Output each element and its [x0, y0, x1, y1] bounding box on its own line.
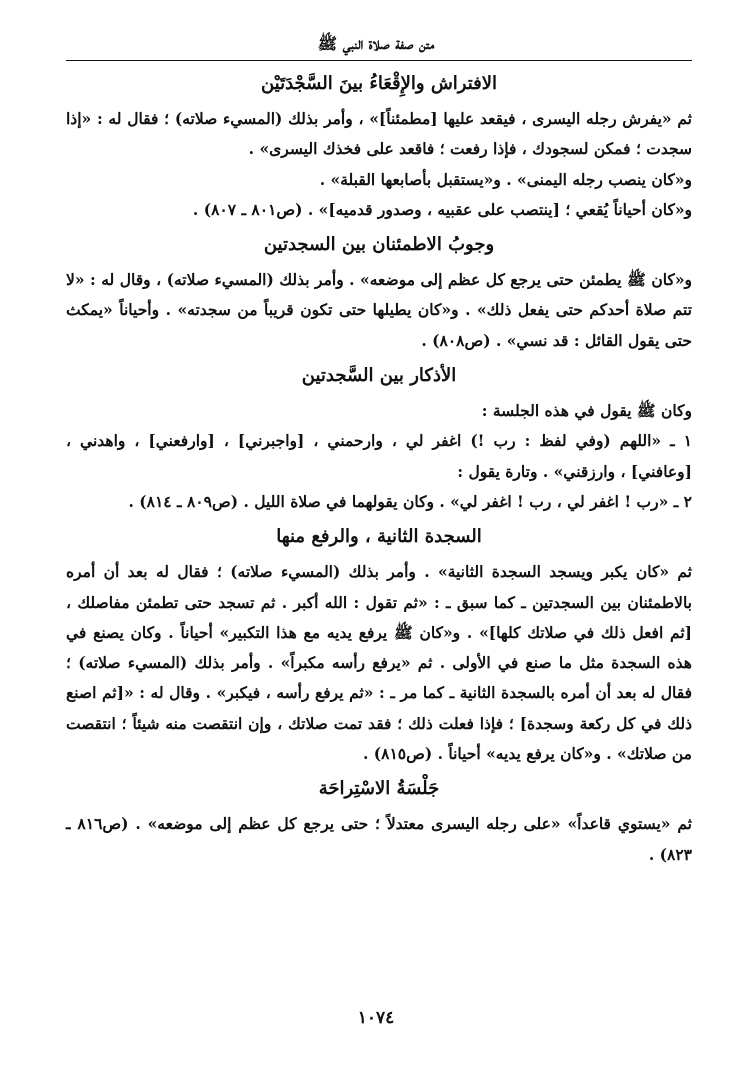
- paragraph: ثم «يستوي قاعداً» «على رجله اليسرى معتدلاً ؛ حتى يرجع كل عظم إلى موضعه» . (ص٨١٦ ـ ٨٢٣) .: [66, 814, 692, 864]
- paragraph: و«كان أحياناً يُقعي ؛ [ينتصب على عقبيه ، وصدور قدميه]» . (ص٨٠١ ـ ٨٠٧) .: [192, 199, 692, 219]
- header-rule: [66, 60, 692, 61]
- page-content: [66, 64, 692, 870]
- section-jalsat-istiraha: [66, 769, 692, 870]
- paragraph: وكان ﷺ يقول في هذه الجلسة :: [481, 401, 692, 421]
- section-heading: السجدة الثانية ، والرفع منها: [276, 526, 482, 548]
- paragraph: و«كان ينصب رجله اليمنى» . و«يستقبل بأصابعها القبلة» .: [319, 169, 692, 189]
- section-heading: وجوبُ الاطمئنان بين السجدتين: [263, 234, 495, 256]
- section-iftirash: [66, 64, 692, 225]
- running-head: متن صفة صلاة النبي ﷺ: [317, 34, 435, 53]
- page-number: ١٠٧٤: [357, 1008, 395, 1028]
- section-second-prostration: [66, 517, 692, 769]
- paragraph: ثم «يفرش رجله اليسرى ، فيقعد عليها [مطمئناً]» ، وأمر بذلك (المسيء صلاته) ؛ فقال له : «إذا سجدت ؛ فمكن لسجودك ، فإذا رفعت ؛ فاقعد على فخذك اليسرى» .: [66, 109, 692, 159]
- section-heading: الافتراش والإِقْعَاءُ بينَ السَّجْدَتَيْن: [260, 73, 498, 94]
- paragraph: ٢ ـ «رب ! اغفر لي ، رب ! اغفر لي» . وكان يقولهما في صلاة الليل . (ص٨٠٩ ـ ٨١٤) .: [128, 491, 692, 511]
- section-adhkar: [66, 356, 692, 517]
- paragraph: ١ ـ «اللهم (وفي لفظ : رب !) اغفر لي ، وارحمني ، [واجبرني] ، [وارفعني] ، واهدني ، [وعافني] ، وارزقني» . وتارة يقول :: [66, 431, 692, 481]
- paragraph: ثم «كان يكبر ويسجد السجدة الثانية» . وأمر بذلك (المسيء صلاته) ؛ فقال له بعد أن أمره بالاطمئنان بين السجدتين ـ كما سبق ـ : «ثم تقول : الله أكبر . ثم تسجد حتى تطمئن مفاصلك ، [ثم افعل ذلك في صلاتك كلها]» . و«كان ﷺ يرفع يديه مع هذا التكبير» أحياناً . وكان يصنع في هذه السجدة مثل ما صنع في الأولى . ثم «يرفع رأسه مكبراً» . وأمر بذلك (المسيء صلاته) ؛ فقال له بعد أن أمره بالسجدة الثانية ـ كما مر ـ : «ثم يرفع رأسه ، فيكبر» . وقال له : «[ثم اصنع ذلك في كل ركعة وسجدة] ؛ فإذا فعلت ذلك ؛ فقد تمت صلاتك ، وإن انتقصت منه شيئاً ؛ انتقصت من صلاتك» . و«كان يرفع يديه» أحياناً . (ص٨١٥) .: [66, 562, 692, 764]
- paragraph: و«كان ﷺ يطمئن حتى يرجع كل عظم إلى موضعه» . وأمر بذلك (المسيء صلاته) ، وقال له : «لا تتم صلاة أحدكم حتى يفعل ذلك» . و«كان يطيلها حتى تكون قريباً من سجدته» . وأحياناً «يمكث حتى يقول القائل : قد نسي» . (ص٨٠٨) .: [66, 270, 692, 350]
- section-itmi-nan: [66, 225, 692, 356]
- section-heading: الأذكار بين السَّجدتين: [301, 365, 457, 387]
- section-heading: جَلْسَةُ الاسْتِراحَة: [318, 778, 440, 800]
